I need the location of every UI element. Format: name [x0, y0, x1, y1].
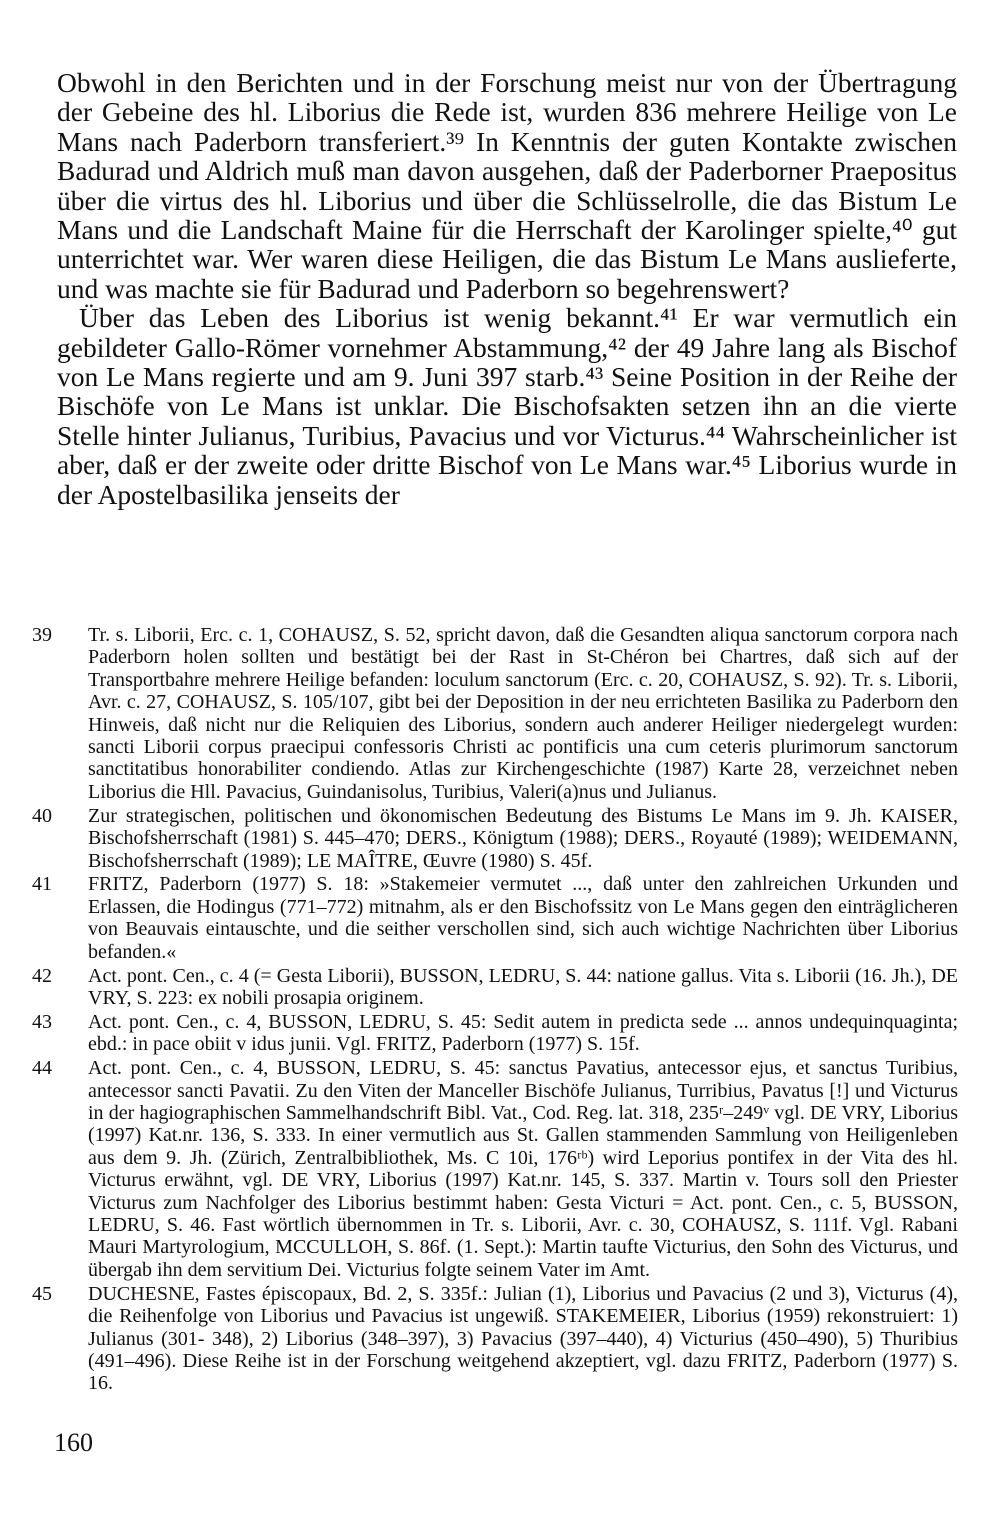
footnote	[32, 805, 958, 872]
footnote-number: 43	[32, 1010, 52, 1033]
footnote	[32, 1011, 958, 1056]
footnote-text: Zur strategischen, politischen und ökonomischen Bedeutung des Bistums Le Mans im 9. Jh. KAISER, Bischofsherrschaft (1981) S. 445–470; DERS., Königtum (1988); DERS., Royauté (1989); WEIDEMANN, Bischofsherrschaft (1989); LE MAÎTRE, Œuvre (1980) S. 45f.	[88, 804, 958, 872]
footnote	[32, 624, 958, 803]
footnote	[32, 873, 958, 963]
footnote-number: 39	[32, 624, 52, 646]
footnote-text: Act. pont. Cen., c. 4, BUSSON, LEDRU, S. 45: Sedit autem in predicta sede ... annos undequinquaginta; ebd.: in pace obiit v idus junii. Vgl. FRITZ, Paderborn (1977) S. 15f.	[88, 1010, 958, 1056]
main-text	[57, 68, 957, 509]
footnote-number: 45	[32, 1282, 52, 1305]
footnote-text: Act. pont. Cen., c. 4, BUSSON, LEDRU, S. 45: sanctus Pavatius, antecessor ejus, et sanctus Turibius, antecessor sancti Pavatii. Zu den Viten der Manceller Bischöfe Julianus, Turribius, Pavatus [!] und Victurus in der hagiographischen Sammelhandschrift Bibl. Vat., Cod. Reg. lat. 318, 235ʳ–249ᵛ vgl. DE VRY, Liborius (1997) Kat.nr. 136, S. 333. In einer vermutlich aus St. Gallen stammenden Sammlung von Heiligenleben aus dem 9. Jh. (Zürich, Zentralbibliothek, Ms. C 10i, 176ʳᵇ) wird Leporius pontifex in der Vita des hl. Victurus erwähnt, vgl. DE VRY, Liborius (1997) Kat.nr. 145, S. 337. Martin v. Tours soll den Priester Victurus zum Nachfolger des Liborius bestimmt haben: Gesta Victuri = Act. pont. Cen., c. 5, BUSSON, LEDRU, S. 46. Fast wörtlich übernommen in Tr. s. Liborii, Avr. c. 30, COHAUSZ, S. 111f. Vgl. Rabani Mauri Martyrologium, MCCULLOH, S. 86f. (1. Sept.): Martin taufte Victurius, den Sohn des Victurus, und übergab ihn dem servitium Dei. Victurius folgte seinem Vater im Amt.	[88, 1057, 958, 1281]
footnote-number: 44	[32, 1057, 52, 1080]
footnote-number: 40	[32, 804, 52, 827]
footnotes	[32, 624, 958, 1396]
footnote-text: Tr. s. Liborii, Erc. c. 1, COHAUSZ, S. 52, spricht davon, daß die Gesandten aliqua sanctorum corpora nach Paderborn holen sollten und bestätigt bei der Rast in St-Chéron bei Chartres, daß sich auf der Transportbahre mehrere Heilige befanden: loculum sanctorum (Erc. c. 20, COHAUSZ, S. 92). Tr. s. Liborii, Avr. c. 27, COHAUSZ, S. 105/107, gibt bei der Deposition in der neu errichteten Basilika zu Paderborn den Hinweis, daß nicht nur die Reliquien des Liborius, sondern auch anderer Heiliger niedergelegt wurden: sancti Liborii corpus praecipui confessoris Christi ac pontificis una cum ceteris plurimorum sanctorum sanctitatibus honorabiliter condiendo. Atlas zur Kirchengeschichte (1987) Karte 28, verzeichnet neben Liborius die Hll. Pavacius, Guindanisolus, Turibius, Valeri(a)nus und Julianus.	[88, 624, 958, 803]
page-number: 160	[54, 1428, 93, 1457]
footnote-number: 41	[32, 873, 52, 896]
footnote	[32, 1283, 958, 1395]
footnote-text: Act. pont. Cen., c. 4 (= Gesta Liborii), BUSSON, LEDRU, S. 44: natione gallus. Vita s. Liborii (16. Jh.), DE VRY, S. 223: ex nobili prosapia originem.	[88, 964, 958, 1009]
body-paragraph: Obwohl in den Berichten und in der Forschung meist nur von der Übertragung der Gebeine des hl. Liborius die Rede ist, wurden 836 mehrere Heilige von Le Mans nach Paderborn transferiert.³⁹ In Kenntnis der guten Kontakte zwischen Badurad und Aldrich muß man davon ausgehen, daß der Paderborner Praepositus über die virtus des hl. Liborius und über die Schlüsselrolle, die das Bistum Le Mans und die Landschaft Maine für die Herrschaft der Karolinger spielte,⁴⁰ gut unterrichtet war. Wer waren diese Heiligen, die das Bistum Le Mans auslieferte, und was machte sie für Badurad und Paderborn so begehrenswert?	[57, 67, 957, 304]
footnote	[32, 1057, 958, 1281]
body-paragraph: Über das Leben des Liborius ist wenig bekannt.⁴¹ Er war vermutlich ein gebildeter Gallo-Römer vornehmer Abstammung,⁴² der 49 Jahre lang als Bischof von Le Mans regierte und am 9. Juni 397 starb.⁴³ Seine Position in der Reihe der Bischöfe von Le Mans ist unklar. Die Bischofsakten setzen ihn an die vierte Stelle hinter Julianus, Turibius, Pavacius und vor Victurus.⁴⁴ Wahrscheinlicher ist aber, daß er der zweite oder dritte Bischof von Le Mans war.⁴⁵ Liborius wurde in der Apostelbasilika jenseits der	[57, 302, 957, 510]
footnote-text: DUCHESNE, Fastes épiscopaux, Bd. 2, S. 335f.: Julian (1), Liborius und Pavacius (2 und 3), Victurus (4), die Reihenfolge von Liborius und Pavacius ist ungewiß. STAKEMEIER, Liborius (1959) rekonstruiert: 1) Julianus (301- 348), 2) Liborius (348–397), 3) Pavacius (397–440), 4) Victurius (450–490), 5) Thuribius (491–496). Diese Reihe ist in der Forschung weitgehend akzeptiert, vgl. dazu FRITZ, Paderborn (1977) S. 16.	[88, 1282, 958, 1395]
footnote-text: FRITZ, Paderborn (1977) S. 18: »Stakemeier vermutet ..., daß unter den zahlreichen Urkunden und Erlassen, die Hodingus (771–772) mitnahm, als er den Bischofssitz von Le Mans gegen den einträglicheren von Beauvais eintauschte, und die seither verschollen sind, sich auch wichtige Nachrichten über Liborius befanden.«	[88, 873, 958, 963]
footnote	[32, 965, 958, 1010]
footnote-number: 42	[32, 964, 52, 987]
